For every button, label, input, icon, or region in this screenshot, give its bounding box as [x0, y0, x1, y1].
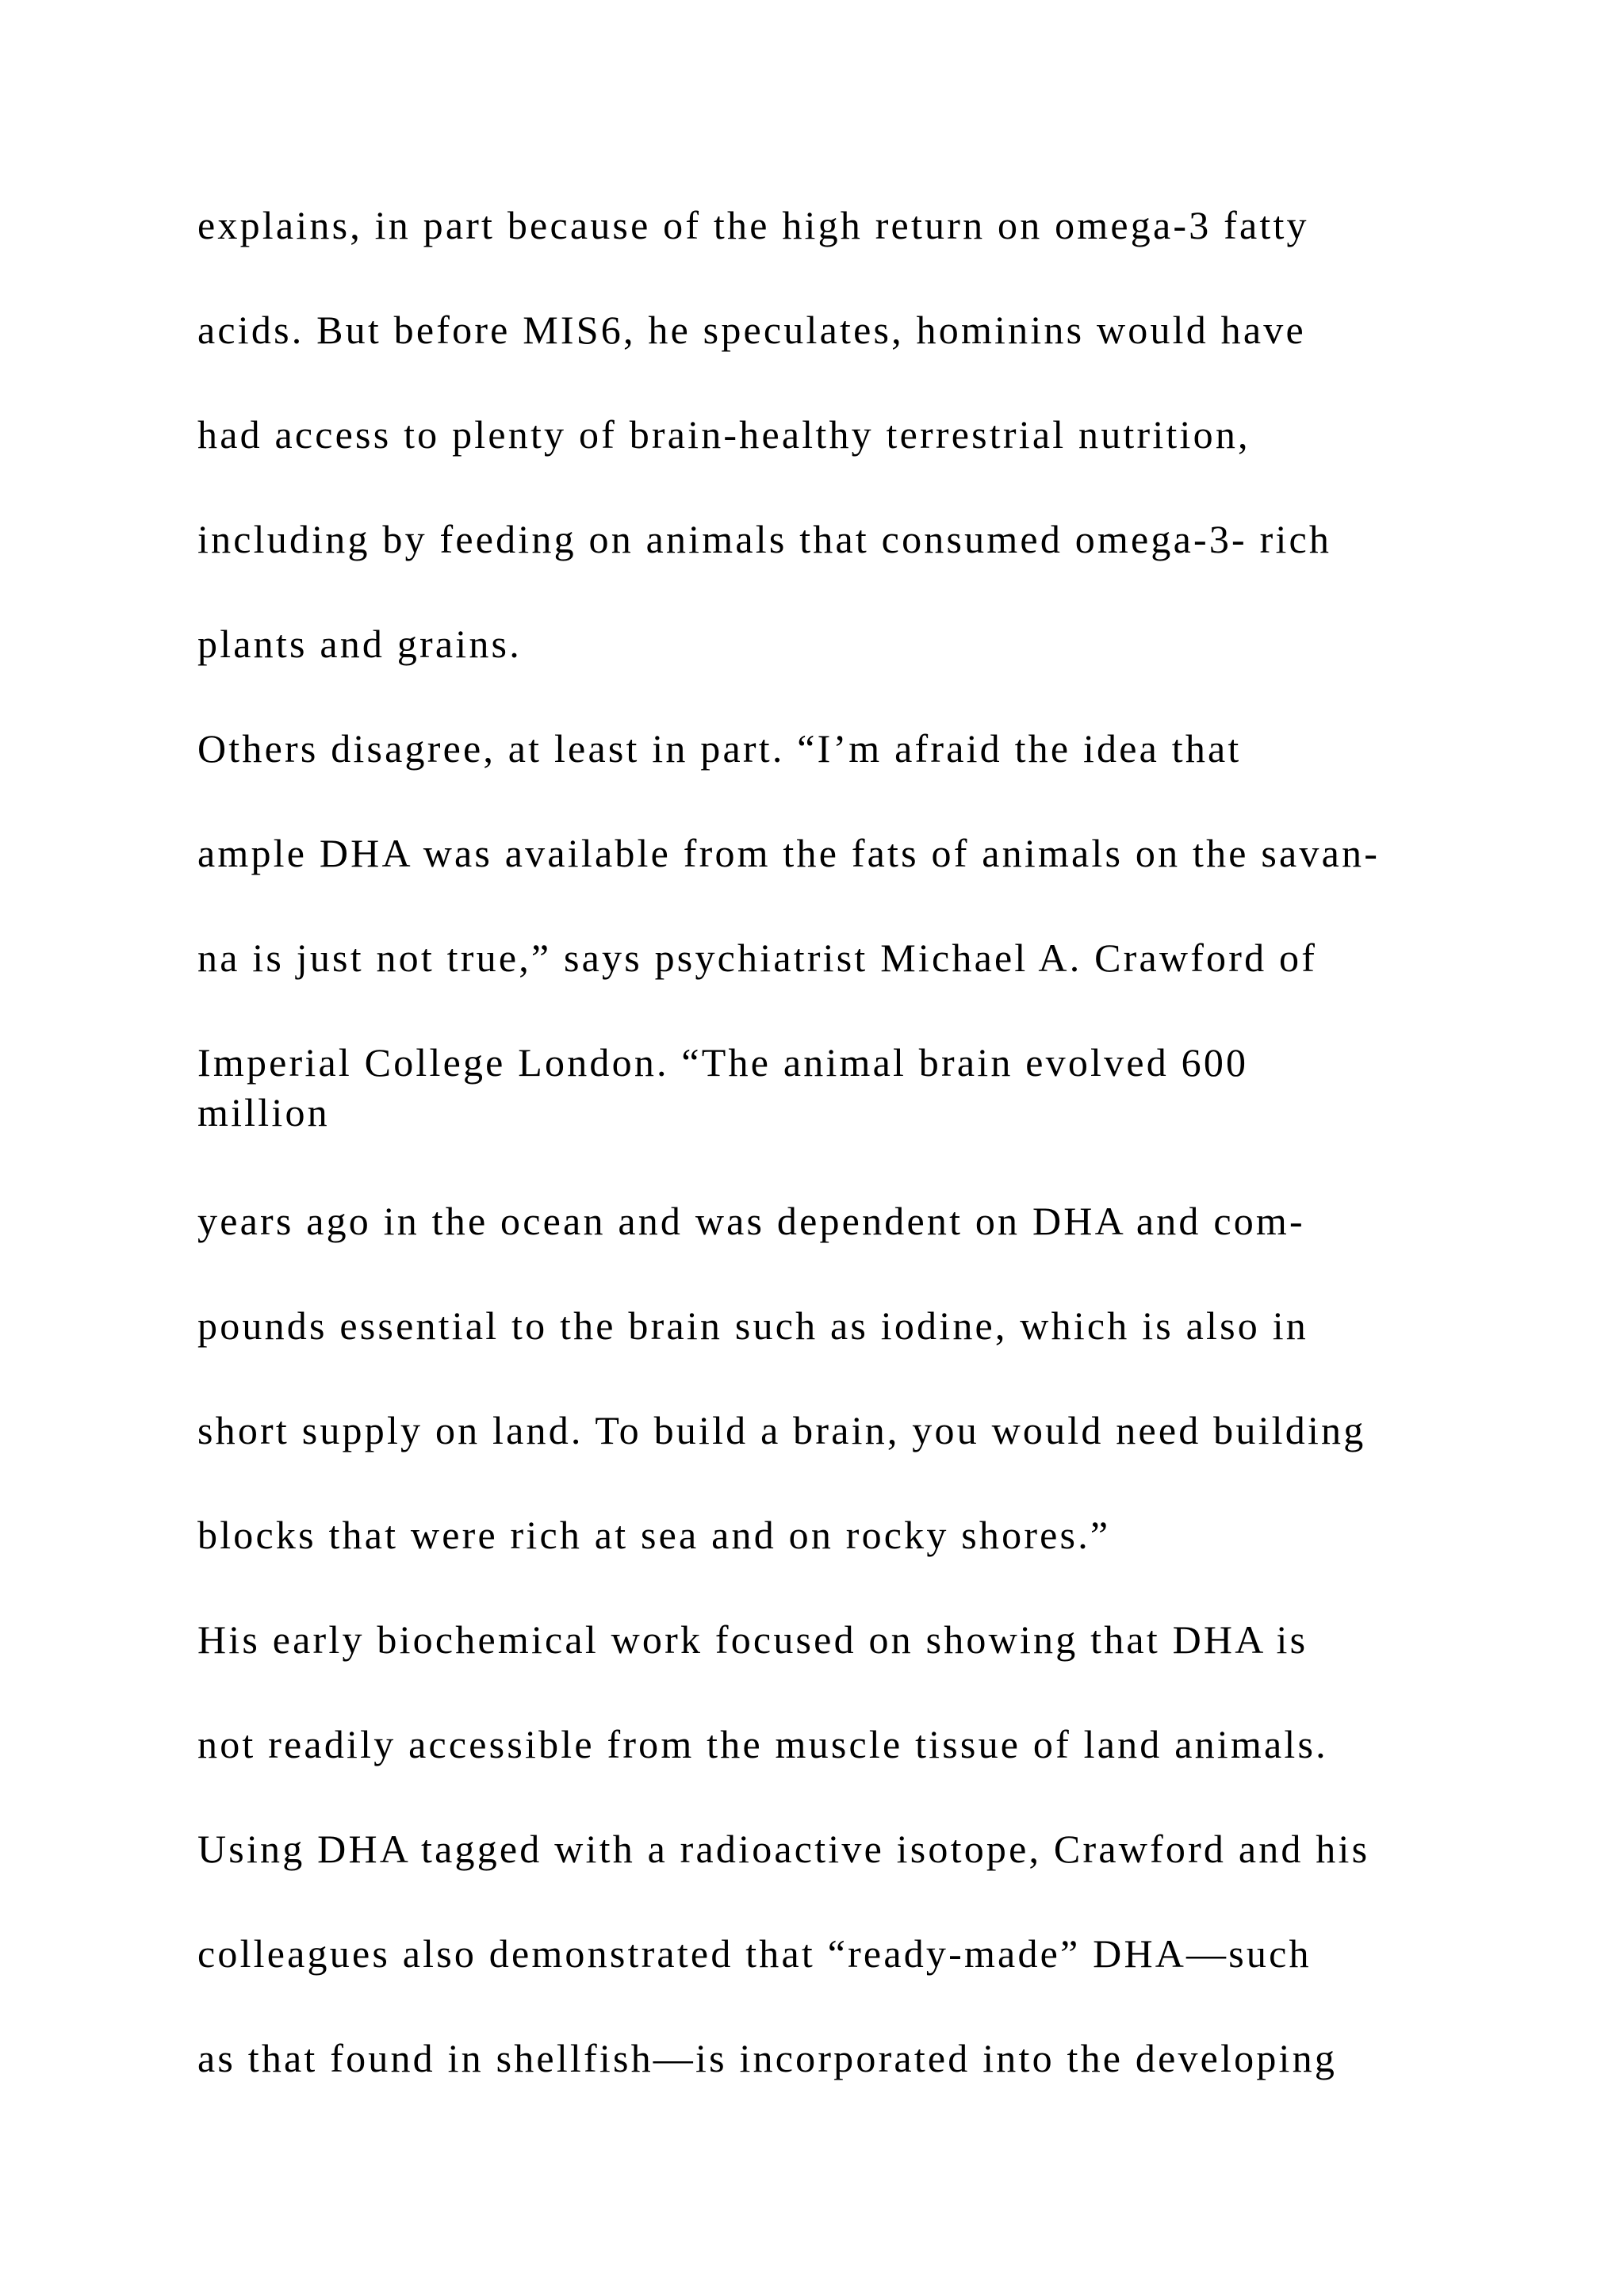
text-line: million — [197, 1090, 330, 1135]
text-line: not readily accessible from the muscle tissue of land animals. — [197, 1722, 1328, 1766]
text-line: Others disagree, at least in part. “I’m afraid the idea that — [197, 726, 1242, 771]
text-line: blocks that were rich at sea and on rocky shores.” — [197, 1513, 1111, 1557]
text-line: as that found in shellfish—is incorporated into the developing — [197, 2036, 1338, 2080]
text-line: colleagues also demonstrated that “ready-made” DHA—such — [197, 1931, 1312, 1976]
text-line: His early biochemical work focused on showing that DHA is — [197, 1617, 1308, 1662]
text-line: years ago in the ocean and was dependent on DHA and com- — [197, 1199, 1305, 1243]
text-line: na is just not true,” says psychiatrist Michael A. Crawford of — [197, 936, 1318, 980]
text-line: ample DHA was available from the fats of animals on the savan- — [197, 831, 1381, 875]
text-line: Using DHA tagged with a radioactive isotope, Crawford and his — [197, 1827, 1370, 1871]
text-line: Imperial College London. “The animal brain evolved 600 — [197, 1040, 1249, 1085]
text-line: acids. But before MIS6, he speculates, hominins would have — [197, 308, 1306, 352]
text-line: plants and grains. — [197, 622, 522, 666]
text-line: including by feeding on animals that consumed omega-3- rich — [197, 517, 1332, 561]
text-line: short supply on land. To build a brain, you would need building — [197, 1408, 1366, 1452]
text-line: explains, in part because of the high return on omega-3 fatty — [197, 203, 1309, 247]
text-line: pounds essential to the brain such as iodine, which is also in — [197, 1303, 1308, 1348]
text-line: had access to plenty of brain-healthy terrestrial nutrition, — [197, 412, 1251, 457]
